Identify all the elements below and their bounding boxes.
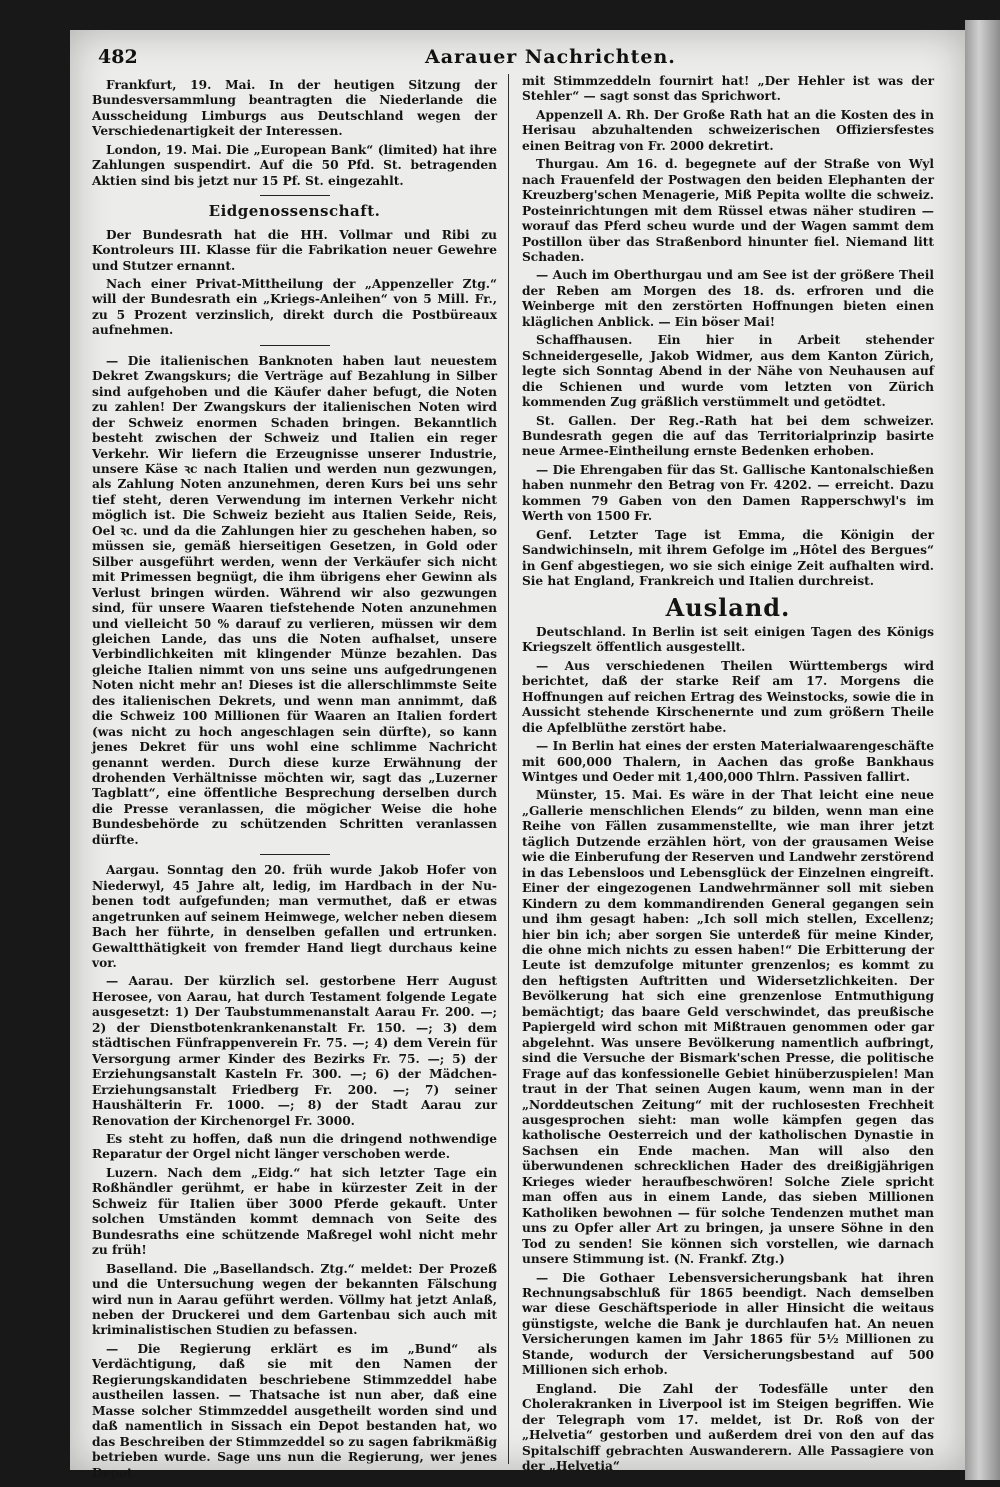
divider (260, 195, 330, 196)
page-header (90, 42, 960, 72)
article-paragraph: Schaffhausen. Ein hier in Arbeit stehender Schneidergeselle, Jakob Widmer, aus dem Kanton Zürich, legte sich Sonntag Abend in der Nähe von Neuhausen auf die Schienen und wurde vom letzten von Zürich kommenden Zug gräßlich verstümmelt und getödtet. (522, 333, 934, 410)
article-paragraph: — Die Gothaer Lebensversicherungsbank hat ihren Rechnungsabschluß für 1865 beendigt. Nach demselben war diese Geschäftsperiode in aller Hinsicht die weitaus günstigste, welche die Bank je durchlaufen hat. An neuen Versicherungen kamen im Jahr 1865 für 5½ Millionen zu Stande, wodurch der Versicherungsbestand auf 500 Millionen sich erhob. (522, 1270, 934, 1378)
article-paragraph: — In Berlin hat eines der ersten Materialwaarengeschäfte mit 600,000 Thalern, in Aachen das große Bankhaus Wintges und Oeder mit 1,400,000 Thlrn. Passiven fallirt. (522, 739, 934, 785)
article-paragraph: St. Gallen. Der Reg.-Rath hat bei dem schweizer. Bundesrath gegen die auf das Territorialprinzip basirte neue Armee-Eintheilung ernste Bedenken erhoben. (522, 413, 934, 459)
left-column (92, 78, 497, 1484)
article-paragraph: London, 19. Mai. Die „European Bank“ (limited) hat ihre Zahlungen suspendirt. Auf die 50 Pfd. St. betragenden Aktien sind bis jetzt nur 15 Pf. St. eingezahlt. (92, 142, 497, 188)
article-paragraph: Es steht zu hoffen, daß nun die dringend nothwendige Reparatur der Orgel nicht länger verschoben werde. (92, 1132, 497, 1162)
article-paragraph: Genf. Letzter Tage ist Emma, die Königin der Sandwichinseln, mit ihrem Gefolge im „Hôtel des Bergues“ in Genf abgestiegen, wo sie sich einige Zeit aufhalten wird. Sie hat England, Frankreich und Italien durchreist. (522, 527, 934, 589)
page-number: 482 (98, 46, 138, 68)
article-paragraph: Nach einer Privat-Mittheilung der „Appenzeller Ztg.“ will der Bundesrath ein „Kriegs-Anleihen“ von 5 Mill. Fr., zu 5 Prozent verzinslich, direkt durch die Postbüreaux aufnehmen. (92, 276, 497, 338)
article-paragraph: Münster, 15. Mai. Es wäre in der That leicht eine neue „Gallerie menschlichen Elends“ zu bilden, wenn man eine Reihe von Fällen zusammenstellte, wie man ihrer jetzt täglich Dutzende erzählen hört, von der grausamen Weise wie die Einberufung der Reserven und Landwehr zerstörend in das Lebensloos und Lebensglück der Einzelnen eingreift. Einer der eingezogenen Landwehrmänner soll mit sieben Kindern zu dem kommandirenden General gegangen sein und ihm gesagt haben: „Ich soll mich stellen, Excellenz; hier bin ich; aber sorgen Sie unterdeß für meine Kinder, die ohne mich nichts zu essen haben!“ Die Erbitterung der Leute ist demzufolge mitunter grenzenlos; es kommt zu den heftigsten Auftritten und Widersetzlichkeiten. Der Bevölkerung hat sich eine grenzenlose Entmuthigung bemächtigt; das baare Geld verschwindet, das preußische Papiergeld wird schon mit Mißtrauen genommen oder gar abgelehnt. Was unsere Bevölkerung namentlich aufbringt, sind die Versuche der Bismark'schen Presse, die politische Frage auf das konfessionelle Gebiet hinüberzuspielen! Man traut in der That seinen Augen kaum, wenn man in der „Norddeutschen Zeitung“ mit der ruchlosesten Frechheit ausgesprochen sieht: man wolle kämpfen gegen das katholische Oesterreich und der katholischen Dynastie in Sachsen ein Ende machen. Man will also den überwundenen schrecklichen Hader des dreißigjährigen Krieges wieder heraufbeschwören! Solche Ziele spricht man offen aus in einem Lande, das sieben Millionen Katholiken bewohnen — für solche Tendenzen muthet man uns zu Opfer aller Art zu bringen, ja unsere Söhne in den Tod zu senden! Sie können sich vorstellen, wie darnach unsere Stimmung ist. (N. Frankf. Ztg.) (522, 788, 934, 1267)
section-heading: Eidgenossenschaft. (208, 202, 381, 221)
article-paragraph: Aargau. Sonntag den 20. früh wurde Jakob Hofer von Niederwyl, 45 Jahre alt, ledig, im Hardbach in der Nu- benen todt aufgefunden; man vermuthet, daß er etwas angetrunken auf seinem Heimwege, welcher neben diesem Bach her führte, in denselben gefallen und ertrunken. Gewaltthätigkeit von fremder Hand liegt durchaus keine vor. (92, 863, 497, 971)
article-paragraph: Frankfurt, 19. Mai. In der heutigen Sitzung der Bundesversammlung beantragten die Niederlande die Ausscheidung Limburgs aus Deutschland wegen der Verschiedenartigkeit der Interessen. (92, 78, 497, 139)
article-paragraph: — Die Regierung erklärt es im „Bund“ als Verdächtigung, daß sie mit den Namen der Regierungskandidaten beschriebene Stimmzeddel habe austheilen lassen. — Thatsache ist nun aber, daß eine Masse solcher Stimmzeddel ausgetheilt worden sind und daß namentlich in Sissach ein Depot bestanden hat, wo das Beschreiben der Stimmzeddel so zu sagen fabrikmäßig betrieben wurde. Sage uns nun die Regierung, wer jenes Depot (92, 1341, 497, 1480)
article-paragraph: Luzern. Nach dem „Eidg.“ hat sich letzter Tage ein Roßhändler gerühmt, er habe in kürzester Zeit in der Schweiz für Italien über 3000 Pferde gekauft. Unter solchen Umständen kommt demnach von Seite des Bundesraths eine schützende Maßregel wohl nicht mehr zu früh! (92, 1165, 497, 1258)
divider (260, 854, 330, 855)
article-paragraph: — Die italienischen Banknoten haben laut neuestem Dekret Zwangskurs; die Verträge auf Bezahlung in Silber sind aufgehoben und die Käufer daher befugt, die Noten zu zahlen! Der Zwangskurs der italienischen Noten wird der Schweiz enormen Schaden bringen. Bekanntlich besteht zwischen der Schweiz und Italien ein reger Verkehr. Wir liefern die Erzeugnisse unserer Industrie, unsere Käse ꝛc nach Italien und werden nun gezwungen, als Zahlung Noten anzunehmen, deren Kurs bei uns sehr tief steht, deren Verwendung im internen Verkehr nicht möglich ist. Die Schweiz bezieht aus Italien Seide, Reis, Oel ꝛc. und da die Zahlungen hier zu geschehen haben, so müssen sie, gemäß hierseitigen Gesetzen, in Gold oder Silber ausgeführt werden, wenn der Verkäufer sich nicht mit Primessen begnügt, die ihm übrigens eher Gewinn als Verlust bringen würden. Während wir also gezwungen sind, für unsere Waaren tiefstehende Noten anzunehmen und vielleicht 50 % darauf zu verlieren, müssen wir dem gleichen Lande, das uns die Noten aufhalset, unsere Verbindlichkeiten mit klingender Münze bezahlen. Das gleiche Italien nimmt von uns seine uns aufgedrungenen Noten nicht mehr an! Dieses ist die allerschlimmste Seite des italienischen Dekrets, und wenn man annimmt, daß die Schweiz 100 Millionen für Waaren an Italien fordert (was nicht zu hoch angeschlagen sein dürfte), so kann jenes Dekret für uns wohl eine schlimme Nachricht genannt werden. Durch diese kurze Erwähnung der drohenden Verhältnisse möchten wir, sagt das „Luzerner Tagblatt“, eine öffentliche Besprechung derselben durch die Presse veranlassen, die mögicher Weise die hohe Bundesbehörde zu schützenden Schritten veranlassen dürfte. (92, 353, 497, 847)
divider (260, 345, 330, 346)
right-column (522, 74, 934, 1477)
article-paragraph: Baselland. Die „Basellandsch. Ztg.“ meldet: Der Prozeß und die Untersuchung wegen der bekannten Fälschung wird nun in Aarau geführt werden. Völlmy hat jetzt Anlaß, neben der Druckerei und dem Gartenbau sich auch mit kriminalistischen Studien zu befassen. (92, 1261, 497, 1338)
section-heading: Ausland. (665, 592, 791, 622)
newspaper-title: Aarauer Nachrichten. (425, 46, 676, 68)
article-paragraph: Appenzell A. Rh. Der Große Rath hat an die Kosten des in Herisau abzuhaltenden schweizerischen Offiziersfestes einen Beitrag von Fr. 2000 dekretirt. (522, 107, 934, 153)
article-paragraph: — Aarau. Der kürzlich sel. gestorbene Herr August Herosee, von Aarau, hat durch Testament folgende Legate ausgesetzt: 1) Der Taubstummenanstalt Aarau Fr. 200. —; 2) der Dienstbotenkrankenanstalt Fr. 150. —; 3) dem städtischen Fünfrappenverein Fr. 75. —; 4) dem Verein für Versorgung armer Kinder des Bezirks Fr. 75. —; 5) der Erziehungsanstalt Kasteln Fr. 300. —; 6) der Mädchen-Erziehungsanstalt Friedberg Fr. 200. —; 7) seiner Haushälterin Fr. 1000. —; 8) der Stadt Aarau zur Renovation der Kirchenorgel Fr. 3000. (92, 974, 497, 1128)
article-paragraph: Deutschland. In Berlin ist seit einigen Tagen des Königs Kriegszelt öffentlich ausgestellt. (522, 624, 934, 655)
article-paragraph: Der Bundesrath hat die HH. Vollmar und Ribi zu Kontroleurs III. Klasse für die Fabrikation neuer Gewehre und Stutzer ernannt. (92, 227, 497, 273)
article-paragraph: England. Die Zahl der Todesfälle unter den Cholerakranken in Liverpool ist im Steigen begriffen. Wie der Telegraph vom 17. meldet, ist Dr. Roß von der „Helvetia“ gestorben und außerdem drei von den auf das Spitalschiff gebrachten Auswanderern. Alle Passagiere von der „Helvetia“ (522, 1381, 934, 1473)
article-paragraph: — Auch im Oberthurgau und am See ist der größere Theil der Reben am Morgen des 18. ds. erfroren und die Weinberge mit den zerstörten Hoffnungen bieten einen kläglichen Anblick. — Ein böser Mai! (522, 268, 934, 329)
scan-edge (965, 20, 1000, 1480)
article-paragraph: Thurgau. Am 16. d. begegnete auf der Straße von Wyl nach Frauenfeld der Postwagen den beiden Elephanten der Kreuzberg'schen Menagerie, Miß Pepita wollte die schweiz. Posteinrichtungen mit dem Rüssel etwas näher studiren — worauf das Pferd scheu wurde und der Wagen sammt dem Postillon über das Straßenbord hinunter fiel. Niemand litt Schaden. (522, 157, 934, 264)
column-divider (508, 74, 509, 1464)
article-paragraph: — Aus verschiedenen Theilen Württembergs wird berichtet, daß der starke Reif am 17. Morgens die Hoffnungen auf reichen Ertrag des Weinstocks, sowie die in Aussicht stehende Kirschenernte und zum größern Theile die Apfelblüthe zerstört habe. (522, 658, 934, 735)
article-paragraph: — Die Ehrengaben für das St. Gallische Kantonalschießen haben nunmehr den Betrag von Fr. 4202. — erreicht. Dazu kommen 79 Gaben von den Damen Rapperschwyl's im Werth von 1500 Fr. (522, 462, 934, 524)
article-paragraph: mit Stimmzeddeln fournirt hat! „Der Hehler ist was der Stehler“ — sagt sonst das Sprichwort. (522, 74, 934, 104)
newspaper-page (70, 30, 965, 1480)
